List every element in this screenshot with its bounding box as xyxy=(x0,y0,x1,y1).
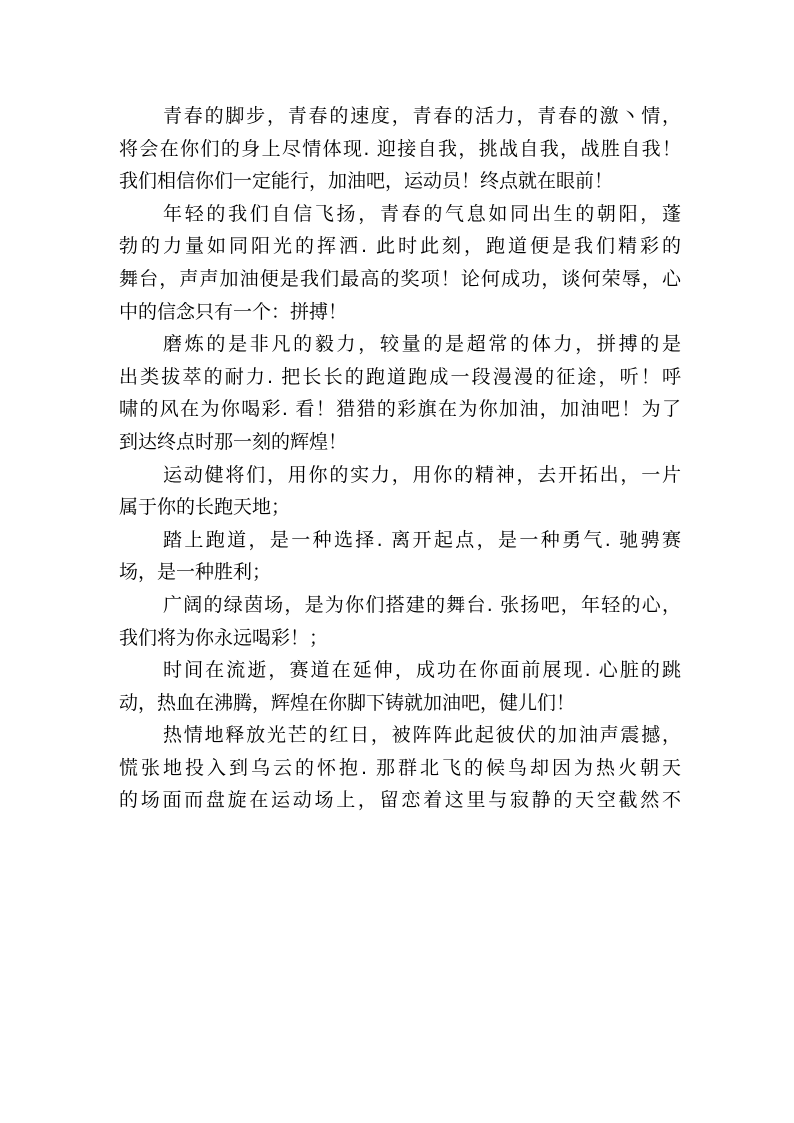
text-line: 青春的脚步，青春的速度，青春的活力，青春的激丶情， xyxy=(163,105,681,127)
text-line: 将会在你们的身上尽情体现. 迎接自我，挑战自我，战胜自我！ xyxy=(119,137,681,160)
text-line: 我们相信你们一定能行，加油吧，运动员！终点就在眼前！ xyxy=(119,170,614,193)
text-line: 舞台，声声加油便是我们最高的奖项！论何成功，谈何荣辱，心 xyxy=(119,267,681,290)
text-line: 属于你的长跑天地； xyxy=(119,496,291,519)
text-line: 踏上跑道，是一种选择. 离开起点，是一种勇气. 驰骋赛 xyxy=(163,528,681,551)
text-line: 啸的风在为你喝彩. 看！猎猎的彩旗在为你加油，加油吧！为了 xyxy=(119,398,681,421)
text-line: 年轻的我们自信飞扬，青春的气息如同出生的朝阳，蓬 xyxy=(163,202,681,225)
paragraph xyxy=(119,459,681,524)
paragraph xyxy=(119,654,681,719)
text-line: 磨炼的是非凡的毅力，较量的是超常的体力，拼搏的是 xyxy=(163,333,681,356)
document-body xyxy=(119,100,681,817)
paragraph xyxy=(119,100,681,198)
paragraph xyxy=(119,719,681,817)
paragraph xyxy=(119,589,681,654)
text-line: 的场面而盘旋在运动场上，留恋着这里与寂静的天空截然不 xyxy=(119,789,681,812)
text-line: 时间在流逝，赛道在延伸，成功在你面前展现. 心脏的跳 xyxy=(163,659,681,682)
text-line: 广阔的绿茵场，是为你们搭建的舞台. 张扬吧，年轻的心， xyxy=(163,593,681,616)
text-line: 慌张地投入到乌云的怀抱. 那群北飞的候鸟却因为热火朝天 xyxy=(119,756,681,779)
text-line: 我们将为你永远喝彩！； xyxy=(119,626,329,649)
paragraph xyxy=(119,198,681,328)
text-line: 到达终点时那一刻的辉煌！ xyxy=(119,430,348,453)
text-line: 出类拔萃的耐力. 把长长的跑道跑成一段漫漫的征途，听！呼 xyxy=(119,365,681,388)
text-line: 热情地释放光芒的红日，被阵阵此起彼伏的加油声震撼， xyxy=(163,724,681,747)
text-line: 中的信念只有一个：拼搏！ xyxy=(119,300,348,323)
paragraph xyxy=(119,524,681,589)
paragraph xyxy=(119,328,681,458)
text-line: 场，是一种胜利； xyxy=(119,561,272,584)
text-line: 动，热血在沸腾，辉煌在你脚下铸就加油吧，健儿们！ xyxy=(119,691,576,714)
text-line: 运动健将们，用你的实力，用你的精神，去开拓出，一片 xyxy=(163,463,681,486)
text-line: 勃的力量如同阳光的挥洒. 此时此刻，跑道便是我们精彩的 xyxy=(119,235,681,258)
